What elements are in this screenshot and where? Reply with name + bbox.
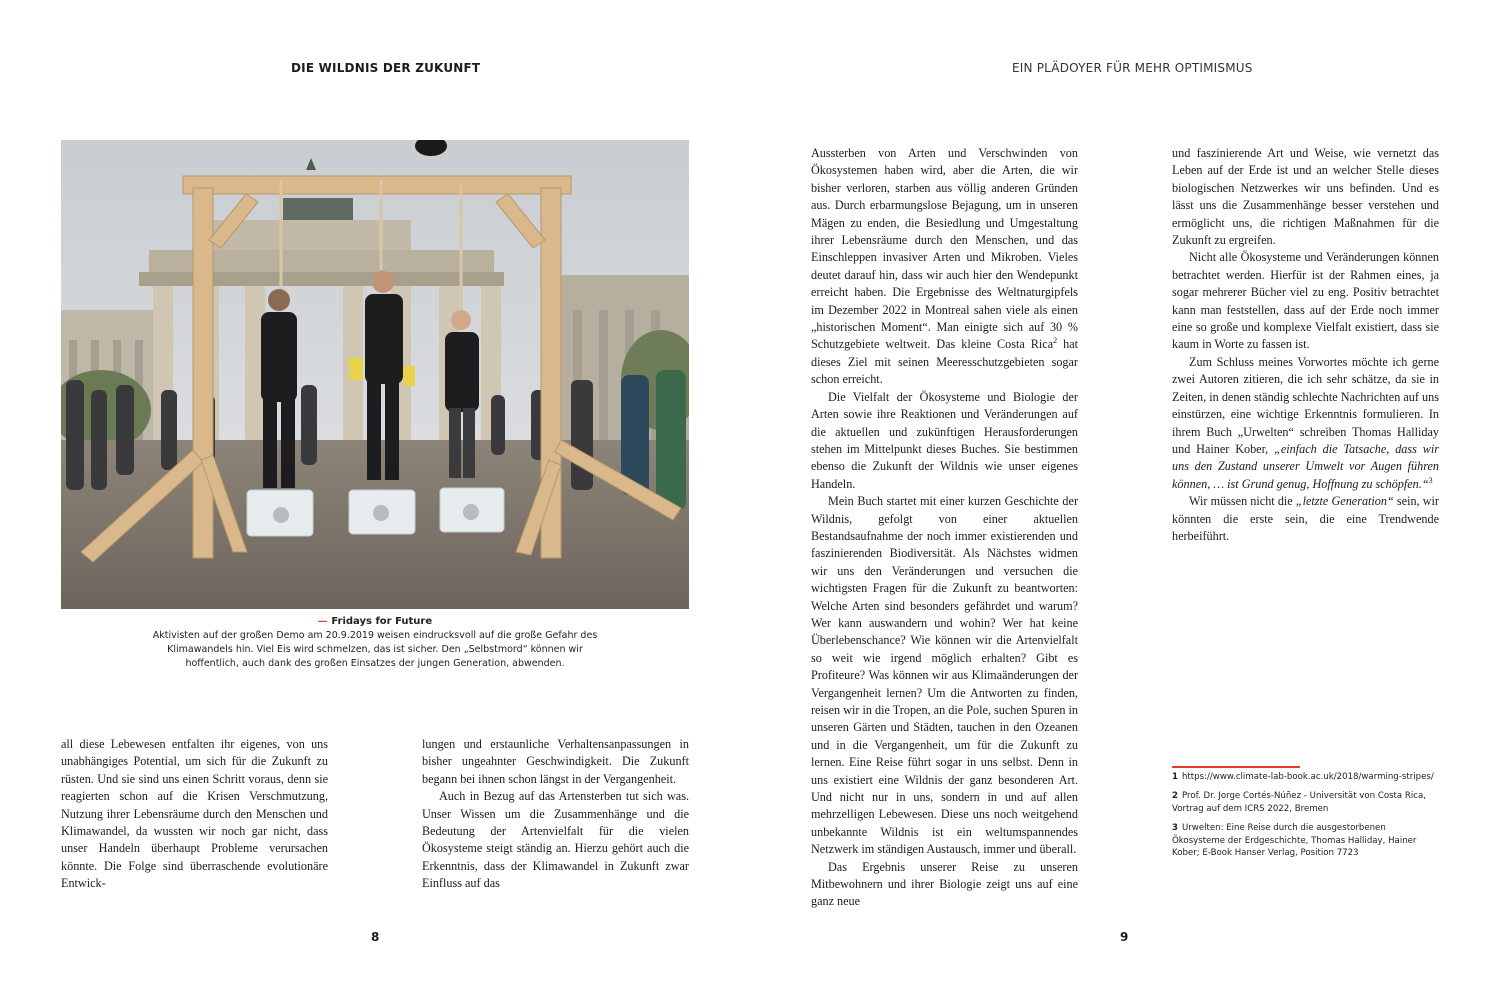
left-page-column-1 <box>61 736 328 893</box>
text-run: hat dieses Ziel mit seinen Meeresschutzgebieten sogar schon erreicht. <box>811 337 1078 387</box>
running-head-right: EIN PLÄDOYER FÜR MEHR OPTIMISMUS <box>1012 61 1253 75</box>
paragraph <box>811 145 1078 389</box>
protest-photo <box>61 140 689 609</box>
text-run: Zum Schluss meines Vorwortes möchte ich gerne zwei Autoren zitieren, die ich sehr schätze, da sie in Zeiten, in denen ständig schlechte Nachrichten auf uns einstürzen, eine wichtige Erkenntnis formulieren. In ihrem Buch „Urwelten“ schreiben Thomas Halliday und Hainer Kober, <box>1172 354 1439 456</box>
footnote-1 <box>1172 771 1440 783</box>
text-run: Aussterben von Arten und Verschwinden von Ökosystemen haben wird, aber die Arten, die wir bisher verloren, starben aus völlig anderen Gründen aus. Durch erbarmungslose Bejagung, um in unseren Mägen zu enden, die Besiedlung und Umgestaltung ihrer Lebensräume durch den Menschen, und das Einschleppen invasiver Arten und Mikroben. Vieles deutet darauf hin, dass wir auch hier den Wendepunkt erreicht haben. Die Ergebnisse des Weltnaturgipfels im Dezember 2022 in Montreal sahen viele als einen „historischen Moment“. Man einigte sich auf 30 % Schutzgebiete weltweit. Das kleine Costa Rica <box>811 146 1078 352</box>
right-page-column-1 <box>811 145 1078 911</box>
left-page-column-2 <box>422 736 689 893</box>
text-run: sein, wir könnten die erste sein, die eine Trendwende herbeiführt. <box>1172 494 1439 543</box>
footnote-number: 1 <box>1172 772 1178 782</box>
page-number-left: 8 <box>371 930 380 944</box>
caption-dash: — <box>317 616 328 627</box>
photo-caption <box>150 615 600 671</box>
footnote-rule <box>1172 766 1300 768</box>
paragraph <box>1172 354 1439 493</box>
right-page-column-2 <box>1172 145 1439 545</box>
paragraph: all diese Lebewesen entfalten ihr eigenes, von uns unabhängiges Potential, um sich für die Zukunft zu rüsten. Und sie sind uns einen Schritt voraus, denn sie reagierten schon auf die Krisen Verschmutzung, Nutzung ihrer Lebensräume durch den Menschen und Klimawandel, da wussten wir noch gar nicht, dass unser Handeln überhaupt Probleme verursachen könnte. Die Folge sind überraschende evolutionäre Entwick- <box>61 737 328 891</box>
footnote-text[interactable]: https://www.climate-lab-book.ac.uk/2018/warming-stripes/ <box>1181 772 1434 782</box>
page-number-right: 9 <box>1120 930 1129 944</box>
caption-title: Fridays for Future <box>331 616 433 627</box>
paragraph: Das Ergebnis unserer Reise zu unseren Mitbewohnern und ihrer Biologie zeigt uns auf eine ganz neue <box>811 859 1078 909</box>
footnote-3 <box>1172 822 1440 859</box>
paragraph: Die Vielfalt der Ökosysteme und Biologie der Arten sowie ihre Reaktionen und Veränderungen auf die aktuellen und zukünftigen Herausforderungen stehen im Mittelpunkt dieses Buches. Sie bestimmen ebenso die Zukunft der Wildnis wie unser eigenes Handeln. <box>811 389 1078 491</box>
paragraph: lungen und erstaunliche Verhaltensanpassungen in bisher ungeahnter Geschwindigkeit. Die Zukunft begann bei ihnen schon längst in der Vergangenheit. <box>422 737 689 786</box>
text-run: Wir müssen nicht die <box>1189 494 1296 509</box>
footnotes <box>1172 771 1440 866</box>
caption-title-line <box>150 615 600 629</box>
running-head-left: DIE WILDNIS DER ZUKUNFT <box>291 61 481 75</box>
footnote-ref: 2 <box>1053 336 1058 346</box>
paragraph <box>1172 493 1439 545</box>
paragraph: und faszinierende Art und Weise, wie vernetzt das Leben auf der Erde ist und an welcher Stelle dieses biologischen Netzwerkes wir uns befinden. Und es lässt uns die Zusammenhänge besser verstehen und ermöglicht uns, die richtigen Maßnahmen für die Zukunft zu ergreifen. <box>1172 146 1439 248</box>
quote: „letzte Generation“ <box>1295 494 1394 509</box>
footnote-number: 2 <box>1172 791 1178 802</box>
footnote-2 <box>1172 790 1440 815</box>
footnote-text: Urwelten: Eine Reise durch die ausgestorbenen Ökosysteme der Erdgeschichte, Thomas Halliday, Hainer Kober; E-Book Hanser Verlag, Position 7723 <box>1172 823 1417 859</box>
caption-text: Aktivisten auf der großen Demo am 20.9.2019 weisen eindrucksvoll auf die große Gefahr des Klimawandels hin. Viel Eis wird schmelzen, das ist sicher. Den „Selbstmord“ können wir hoffentlich, auch dank des großen Einsatzes der jungen Generation, abwenden. <box>152 630 598 669</box>
footnote-ref: 3 <box>1428 475 1433 485</box>
protest-photo-illustration <box>61 140 689 609</box>
footnote-number: 3 <box>1172 823 1178 834</box>
footnote-text: Prof. Dr. Jorge Cortés-Núñez - Universität von Costa Rica, Vortrag auf dem ICRS 2022, Bremen <box>1172 791 1427 814</box>
paragraph: Mein Buch startet mit einer kurzen Geschichte der Wildnis, gefolgt von einer aktuellen Bestandsaufnahme der noch immer existierenden und faszinierenden Biodiversität. Als Nächstes widmen wir uns den Veränderungen und versuchen die wichtigsten Fragen für die Zukunft zu beantworten: Welche Arten sind besonders gefährdet und warum? Wer kann auswandern und wohin? Wer hat keine Überlebenschance? Wie können wir die Artenvielfalt so weit wie irgend möglich erhalten? Gibt es Profiteure? Was können wir aus Klimaänderungen der Vergangenheit lernen? Um die Antworten zu finden, reisen wir in die Tropen, an die Pole, suchen Spuren in unseren Gärten und Städten, tauchen in den Ozeanen und in die Vergangenheit, um für die Zukunft zu lernen. Eine Reise führt sogar in uns selbst. Denn in uns existiert eine Wildnis der ganz besonderen Art. Und nicht nur in uns, sondern in und auf allen mehrzelligen Lebewesen. Diese uns noch weitgehend unbekannte Wildnis ist ein weltumspannendes Netzwerk im ständigen Austausch, immer und überall. <box>811 494 1078 857</box>
paragraph: Auch in Bezug auf das Artensterben tut sich was. Unser Wissen um die Zusammenhänge und die Bedeutung der Artenvielfalt für die vielen Ökosysteme steigt ständig an. Hierzu gehört auch die Erkenntnis, dass der Klimawandel in Zukunft zwar Einfluss auf das <box>422 789 689 891</box>
quote: „einfach die Tatsache, dass wir uns den Zustand unserer Umwelt vor Augen führen können, … ist Grund genug, Hoffnung zu schöpfen.“ <box>1172 441 1439 491</box>
paragraph: Nicht alle Ökosysteme und Veränderungen können betrachtet werden. Hierfür ist der Rahmen eines, ja sogar mehrerer Bücher viel zu eng. Positiv betrachtet kann man feststellen, dass auf der Erde noch immer eine so große und komplexe Vielfalt existiert, dass sie kaum in Worte zu fassen ist. <box>1172 250 1439 352</box>
